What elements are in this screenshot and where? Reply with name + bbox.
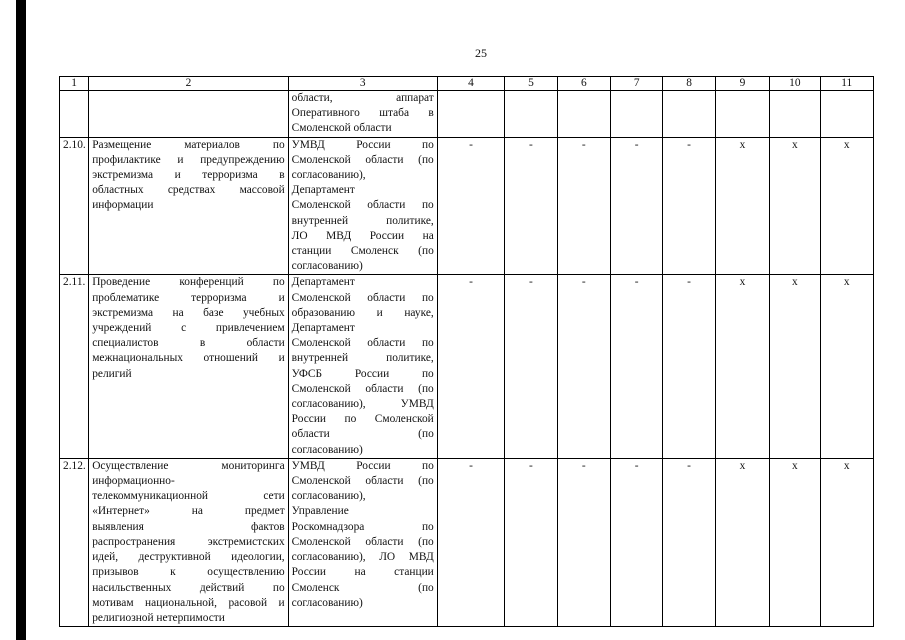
column-header: 4 (437, 77, 504, 91)
column-header: 3 (288, 77, 437, 91)
page-number: 25 (475, 46, 487, 60)
activity-line: межнациональных отношений и (92, 352, 285, 365)
activity-line: информации (92, 199, 154, 212)
executor-line: согласованию), (291, 490, 366, 503)
activity-line: профилактике и предупреждению (92, 153, 285, 166)
executor-cell (288, 91, 437, 138)
executor-line: Смоленской области по (291, 337, 434, 350)
executor-cell (288, 458, 437, 626)
activity-line: телекоммуникационной сети (92, 490, 285, 503)
executor-line: Департамент (291, 276, 355, 289)
executor-line: внутренней политике, (291, 214, 434, 227)
mark-cell: - (437, 275, 504, 458)
mark-cell: - (611, 137, 663, 275)
executor-line: УМВД России по (291, 459, 434, 472)
mark-cell (557, 91, 610, 138)
mark-cell: х (715, 275, 769, 458)
mark-cell (820, 91, 873, 138)
mark-cell: х (770, 137, 820, 275)
activity-line: информационно- (92, 475, 175, 488)
executor-line: области, аппарат (291, 92, 434, 104)
mark-cell: - (557, 458, 610, 626)
mark-cell: - (663, 137, 715, 275)
executor-line: Смоленской области (по (291, 475, 434, 488)
activity-line: идей, деструктивной идеологии, (92, 551, 285, 564)
executor-line: Смоленской области (по (291, 153, 434, 166)
column-header: 8 (663, 77, 715, 91)
executor-line: УФСБ России по (291, 367, 434, 380)
executor-line: согласованию), ЛО МВД (291, 551, 434, 564)
mark-cell: - (663, 275, 715, 458)
mark-cell: х (820, 275, 873, 458)
mark-cell (715, 91, 769, 138)
executor-line: согласованию) (291, 596, 363, 609)
mark-cell (437, 91, 504, 138)
item-number: 2.12. (60, 458, 89, 626)
executor-line: согласованию), УМВД (291, 398, 434, 411)
executor-line: Смоленской области (по (291, 535, 434, 548)
activity-line: религиозной нетерпимости (92, 611, 225, 624)
mark-cell: - (505, 275, 557, 458)
column-header: 9 (715, 77, 769, 91)
mark-cell: - (505, 137, 557, 275)
activity-line: проблематике терроризма и (92, 291, 285, 304)
column-number-row (60, 77, 874, 91)
activity-cell (89, 275, 288, 458)
executor-line: области (по (291, 428, 434, 441)
executor-line: станции Смоленск (по (291, 245, 434, 258)
scan-edge-bar (16, 0, 26, 640)
executor-line: России на станции (291, 566, 434, 579)
executor-line: Смоленской области по (291, 199, 434, 212)
mark-cell (611, 91, 663, 138)
activity-line: призывов к осуществлению (92, 566, 285, 579)
mark-cell: - (611, 275, 663, 458)
activity-line: «Интернет» на предмет (92, 505, 285, 518)
column-header: 11 (820, 77, 873, 91)
executor-line: Оперативного штаба в (291, 107, 434, 120)
mark-cell: - (557, 275, 610, 458)
mark-cell (505, 91, 557, 138)
column-header: 5 (505, 77, 557, 91)
executor-cell (288, 275, 437, 458)
activity-line: Проведение конференций по (92, 276, 285, 289)
activity-line: насильственных действий по (92, 581, 285, 594)
column-header: 6 (557, 77, 610, 91)
mark-cell: - (557, 137, 610, 275)
executor-line: Управление (291, 505, 349, 518)
mark-cell (663, 91, 715, 138)
executor-line: Департамент (291, 184, 355, 197)
table-row (60, 91, 874, 138)
executor-line: Смоленской области (по (291, 382, 434, 395)
column-header: 10 (770, 77, 820, 91)
executor-line: согласованию) (291, 260, 363, 273)
activity-line: экстремизма и терроризма в (92, 169, 285, 182)
activity-line: религий (92, 367, 132, 380)
executor-line: Смоленск (по (291, 581, 434, 594)
mark-cell: х (715, 458, 769, 626)
executor-line: Смоленской области (291, 122, 392, 135)
column-header: 2 (89, 77, 288, 91)
table-row (60, 275, 874, 458)
measures-table (59, 76, 874, 627)
activity-cell (89, 458, 288, 626)
column-header: 1 (60, 77, 89, 91)
executor-line: Департамент (291, 322, 355, 335)
mark-cell: х (820, 458, 873, 626)
activity-line: специалистов в области (92, 337, 285, 350)
mark-cell: х (820, 137, 873, 275)
activity-line: выявления фактов (92, 520, 285, 533)
activity-line: учреждений с привлечением (92, 322, 285, 335)
activity-line: распространения экстремистских (92, 535, 285, 548)
item-number: 2.10. (60, 137, 89, 275)
mark-cell: - (505, 458, 557, 626)
table-row (60, 137, 874, 275)
item-number: 2.11. (60, 275, 89, 458)
mark-cell (770, 91, 820, 138)
executor-line: России по Смоленской (291, 413, 434, 426)
activity-cell (89, 91, 288, 138)
activity-line: экстремизма на базе учебных (92, 306, 285, 319)
executor-line: ЛО МВД России на (291, 229, 434, 242)
executor-line: согласованию), (291, 169, 366, 182)
executor-line: образованию и науке, (291, 306, 434, 319)
mark-cell: х (770, 275, 820, 458)
activity-line: Размещение материалов по (92, 138, 285, 151)
item-number (60, 91, 89, 138)
activity-line: Осуществление мониторинга (92, 459, 285, 472)
mark-cell: - (437, 458, 504, 626)
executor-line: согласованию) (291, 443, 363, 456)
table-row (60, 458, 874, 626)
executor-line: Роскомнадзора по (291, 520, 434, 533)
mark-cell: - (663, 458, 715, 626)
activity-line: мотивам национальной, расовой и (92, 596, 285, 609)
mark-cell: - (611, 458, 663, 626)
executor-line: внутренней политике, (291, 352, 434, 365)
activity-line: областных средствах массовой (92, 184, 285, 197)
executor-line: УМВД России по (291, 138, 434, 151)
executor-line: Смоленской области по (291, 291, 434, 304)
mark-cell: х (770, 458, 820, 626)
mark-cell: х (715, 137, 769, 275)
mark-cell: - (437, 137, 504, 275)
executor-cell (288, 137, 437, 275)
activity-cell (89, 137, 288, 275)
column-header: 7 (611, 77, 663, 91)
